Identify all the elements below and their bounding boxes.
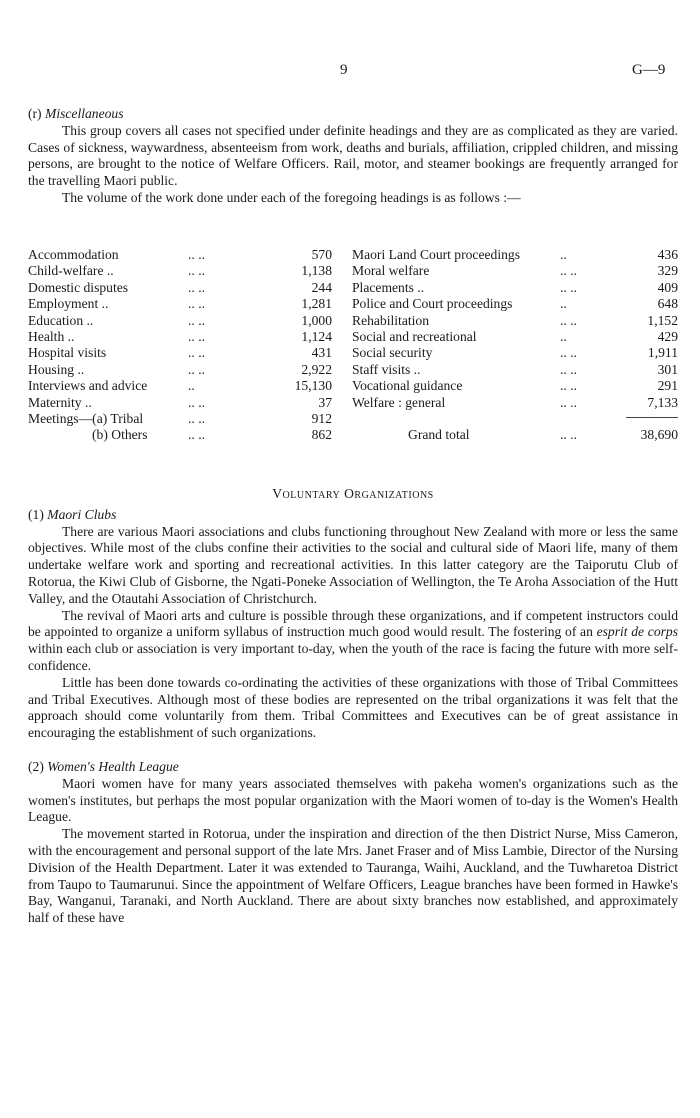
leader-dots: .. .. (188, 345, 205, 361)
section-heading-miscellaneous: (r) Miscellaneous (28, 106, 124, 121)
row-value: 2,922 (301, 361, 332, 377)
work-volume-table (28, 247, 678, 444)
row-label: Education .. (28, 312, 94, 328)
row-value: 301 (657, 361, 678, 377)
row-label: Maternity .. (28, 394, 92, 410)
leader-dots: .. .. (560, 345, 577, 361)
leader-dots: .. .. (188, 263, 205, 279)
row-value: 1,281 (301, 296, 332, 312)
miscellaneous-section (28, 106, 678, 207)
leader-dots: .. .. (188, 296, 205, 312)
table-row (28, 395, 678, 411)
row-label: (b) Others (92, 427, 148, 443)
leader-dots: .. .. (188, 329, 205, 345)
row-label: Rehabilitation (352, 312, 430, 328)
paragraph: Little has been done towards co-ordinating the activities of these organizations with those of Tribal Committees and Tribal Executives. Although most of these bodies are represented on the tribal organizations it was felt that the approach should come voluntarily from them. Tribal Committees and Executives can be of great assistance in encouraging the establishment of such organizations. (28, 674, 678, 741)
leader-dots: .. .. (560, 279, 577, 295)
row-value: 244 (311, 279, 332, 295)
statistics-table (28, 247, 678, 444)
row-value: 1,152 (647, 312, 678, 328)
row-label: Vocational guidance (352, 378, 463, 394)
leader-dots: .. .. (560, 263, 577, 279)
row-value: 1,911 (647, 345, 678, 361)
row-value: 1,124 (301, 329, 332, 345)
row-label: Staff visits .. (352, 361, 421, 377)
paragraph: The volume of the work done under each of the foregoing headings is as follows :— (62, 189, 521, 205)
leader-dots: .. .. (188, 312, 205, 328)
leader-dots: .. .. (560, 361, 577, 377)
row-label: Hospital visits (28, 345, 107, 361)
row-value: 37 (318, 394, 332, 410)
table-row (28, 247, 678, 263)
voluntary-organizations-section (28, 486, 678, 927)
table-row (28, 263, 678, 279)
table-row (28, 427, 678, 443)
row-label: Housing .. (28, 361, 85, 377)
row-value: 431 (311, 345, 332, 361)
row-value: 570 (311, 247, 332, 262)
paragraph: The movement started in Rotorua, under the inspiration and direction of the then District Nurse, Miss Cameron, with the encouragement and personal support of the late Mrs. Janet Fraser and of Miss Lambie, Director of the Nursing Division of the Health Department. Later it was extended to Tauranga, Waihi, Auckland, and the Tuwharetoa District from Taupo to Taumarunui. Since the appointment of Welfare Officers, League branches have been formed in Hawke's Bay, Wanganui, Taranaki, and North Auckland. There are about sixty branches now established, and approximately half of these have (28, 826, 678, 926)
total-rule (626, 417, 678, 422)
paragraph: Maori women have for many years associated themselves with pakeha women's organizations such as the women's institutes, but perhaps the most popular organization with the Maori women of to-day is the Women's Health League. (28, 775, 678, 825)
row-label: Welfare : general (352, 394, 446, 410)
leader-dots: .. .. (188, 427, 205, 443)
row-value: 329 (657, 263, 678, 279)
paragraph: The revival of Maori arts and culture is possible through these organizations, and if competent instructors could be appointed to organize a uniform syllabus of instruction much good would result. The fostering of an esprit de corps within each club or association is very important to-day, when the youth of the race is facing the future with more self-confidence. (28, 607, 678, 673)
row-label: Social security (352, 345, 433, 361)
leader-dots: .. .. (188, 411, 205, 427)
leader-dots: .. .. (560, 427, 577, 443)
row-value: 291 (657, 378, 678, 394)
grand-total-value: 38,690 (640, 427, 678, 443)
row-label: Police and Court proceedings (352, 296, 513, 312)
row-value: 7,133 (647, 394, 678, 410)
table-row (28, 378, 678, 394)
leader-dots: .. .. (188, 361, 205, 377)
row-value: 648 (657, 296, 678, 312)
leader-dots: .. (560, 329, 567, 345)
table-row (28, 329, 678, 345)
table-row (28, 313, 678, 329)
table-row (28, 345, 678, 361)
row-label: Placements .. (352, 279, 425, 295)
row-label: Health .. (28, 329, 75, 345)
row-label: Child-welfare .. (28, 263, 114, 279)
table-row (28, 280, 678, 296)
row-value: 1,138 (301, 263, 332, 279)
row-label: Maori Land Court proceedings (352, 247, 520, 262)
row-value: 862 (311, 427, 332, 443)
grand-total-label: Grand total (408, 427, 470, 443)
table-row (28, 296, 678, 312)
subsection-heading-womens-health-league: (2) Women's Health League (28, 758, 179, 774)
subsection-heading-maori-clubs: (1) Maori Clubs (28, 506, 117, 522)
paragraph: There are various Maori associations and clubs functioning throughout New Zealand with more or less the same objectives. While most of the clubs confine their activities to the social and cultural side of Maori life, many of them undertake welfare work and sporting and recreational activities. In this latter category are the Taiporutu Club of Rotorua, the Kiwi Club of Gisborne, the Ngati-Poneke Association of Wellington, the Te Aroha Association of the Hutt Valley, and the Otautahi Association of Christchurch. (28, 523, 678, 606)
leader-dots: .. .. (560, 394, 577, 410)
row-label: Social and recreational (352, 329, 477, 345)
row-value: 429 (657, 329, 678, 345)
row-label: Moral welfare (352, 263, 430, 279)
leader-dots: .. .. (188, 247, 205, 262)
leader-dots: .. (560, 247, 567, 262)
row-label: Accommodation (28, 247, 119, 262)
page-reference: G—9 (632, 62, 666, 78)
row-label: Employment .. (28, 296, 109, 312)
row-value: 1,000 (301, 312, 332, 328)
row-value: 409 (657, 279, 678, 295)
paragraph: This group covers all cases not specified under definite headings and they are as complicated as they are varied. Cases of sickness, waywardness, absenteeism from work, deaths and burials, affiliation, crippled children, and missing persons, are brought to the notice of Welfare Officers. Rail, motor, and steamer bookings are frequently arranged for the travelling Maori public. (28, 122, 678, 189)
table-row (28, 411, 678, 427)
row-value: 912 (311, 411, 332, 427)
page-number: 9 (340, 62, 348, 78)
leader-dots: .. .. (188, 394, 205, 410)
leader-dots: .. (560, 296, 567, 312)
table-row (28, 362, 678, 378)
leader-dots: .. .. (188, 279, 205, 295)
leader-dots: .. .. (560, 312, 577, 328)
row-label: Interviews and advice (28, 378, 148, 394)
row-label: Domestic disputes (28, 279, 129, 295)
section-title: Voluntary Organizations (272, 486, 434, 501)
leader-dots: .. .. (560, 378, 577, 394)
row-value: 436 (657, 247, 678, 262)
leader-dots: .. (188, 378, 195, 394)
row-label: Meetings—(a) Tribal (28, 411, 144, 427)
row-value: 15,130 (294, 378, 332, 394)
